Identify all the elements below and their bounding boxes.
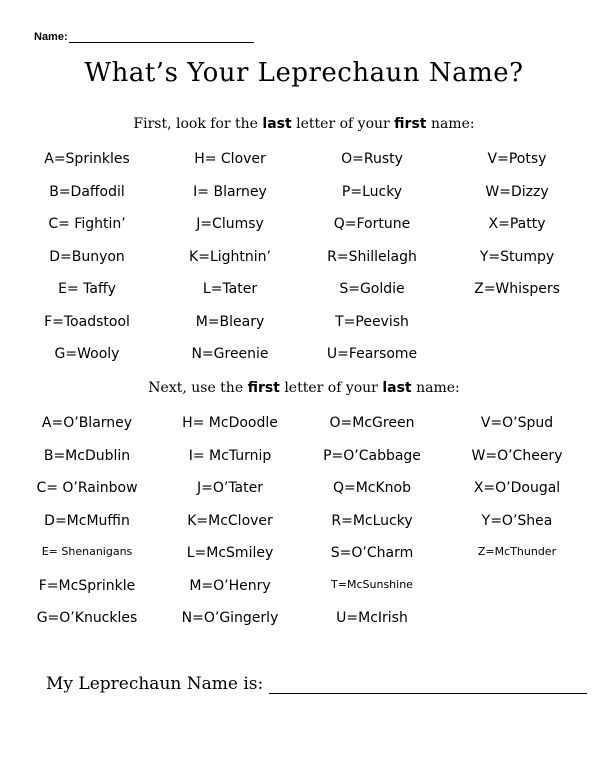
name-blank-line[interactable] (69, 30, 254, 43)
last-name-entry: L=McSmiley (186, 545, 274, 561)
first-name-entry: M=Bleary (195, 313, 265, 330)
first-name-entry: R=Shillelagh (327, 248, 417, 265)
first-name-entry: D=Bunyon (49, 248, 125, 265)
name-field (34, 30, 254, 43)
first-name-entry: U=Fearsome (326, 346, 418, 362)
last-name-entry: S=O’Charm (330, 545, 414, 561)
first-name-entry: Z=Whispers (474, 281, 560, 297)
leprechaun-name-field (46, 674, 587, 694)
first-name-entry: O=Rusty (341, 151, 403, 167)
last-name-entry: D=McMuffin (44, 512, 130, 529)
last-name-entry: R=McLucky (331, 512, 413, 529)
first-instruction-text-2: letter of your (296, 116, 390, 132)
first-name-entry: V=Potsy (487, 151, 547, 167)
first-name-entry: X=Patty (488, 216, 546, 232)
last-name-entry: T=McSunshine (331, 577, 413, 591)
last-name-entry: K=McClover (187, 512, 273, 529)
leprechaun-name-blank-line[interactable] (269, 675, 587, 694)
first-name-entry: H= Clover (194, 151, 266, 167)
first-name-entry: N=Greenie (191, 346, 269, 362)
last-name-entry: O=McGreen (329, 415, 415, 431)
first-name-entry: S=Goldie (339, 281, 405, 297)
second-instruction-emphasis-last: last (382, 380, 412, 396)
first-name-entry: I= Blarney (193, 183, 267, 200)
first-instruction-text-1: First, look for the (133, 116, 258, 132)
second-instruction (0, 380, 608, 396)
last-name-entry: B=McDublin (43, 447, 131, 464)
second-instruction-emphasis-first: first (247, 380, 280, 396)
footer-label: My Leprechaun Name is: (46, 674, 264, 694)
last-name-entry: V=O’Spud (480, 415, 554, 431)
last-name-entry: J=O’Tater (196, 480, 264, 496)
last-name-entry: I= McTurnip (188, 447, 272, 464)
last-name-entry: Q=McKnob (332, 480, 412, 496)
last-name-entry: M=O’Henry (189, 577, 271, 594)
first-name-entry: Q=Fortune (333, 216, 411, 232)
last-name-entry: Z=McThunder (477, 545, 557, 558)
first-name-entry: C= Fightin’ (48, 216, 126, 232)
first-instruction (0, 116, 608, 132)
first-name-entry: W=Dizzy (485, 183, 549, 200)
second-instruction-text-3: name: (416, 380, 460, 396)
first-instruction-emphasis-first: first (394, 116, 427, 132)
name-label: Name: (34, 31, 68, 43)
last-name-entry: H= McDoodle (182, 415, 278, 431)
first-name-entry: P=Lucky (341, 183, 403, 200)
second-instruction-text-2: letter of your (284, 380, 378, 396)
first-name-entry: E= Taffy (58, 281, 116, 297)
page-title: What’s Your Leprechaun Name? (84, 58, 524, 88)
first-name-entry: Y=Stumpy (479, 248, 555, 265)
first-name-entry: B=Daffodil (49, 183, 125, 200)
last-name-entry: A=O’Blarney (41, 415, 133, 431)
first-name-entry: K=Lightnin’ (189, 248, 271, 265)
first-name-entry: A=Sprinkles (44, 151, 130, 167)
last-name-entry: G=O’Knuckles (36, 610, 138, 626)
first-name-entry: J=Clumsy (196, 216, 264, 232)
first-instruction-text-3: name: (430, 116, 475, 132)
last-name-entry: X=O’Dougal (473, 480, 561, 496)
first-name-entry: F=Toadstool (44, 313, 130, 330)
first-name-entry: L=Tater (202, 281, 258, 297)
last-name-entry: P=O’Cabbage (323, 447, 421, 464)
last-name-entry: W=O’Cheery (471, 447, 563, 464)
last-name-entry: Y=O’Shea (481, 512, 553, 529)
last-name-entry: C= O’Rainbow (36, 480, 138, 496)
last-name-entry: U=McIrish (336, 610, 408, 626)
first-name-entry: T=Peevish (335, 313, 409, 330)
last-name-entry: F=McSprinkle (38, 577, 136, 594)
first-instruction-emphasis-last: last (262, 116, 292, 132)
second-instruction-text-1: Next, use the (148, 380, 244, 396)
last-name-entry: E= Shenanigans (41, 545, 133, 558)
first-name-entry: G=Wooly (54, 346, 120, 362)
last-name-entry: N=O’Gingerly (181, 610, 279, 626)
